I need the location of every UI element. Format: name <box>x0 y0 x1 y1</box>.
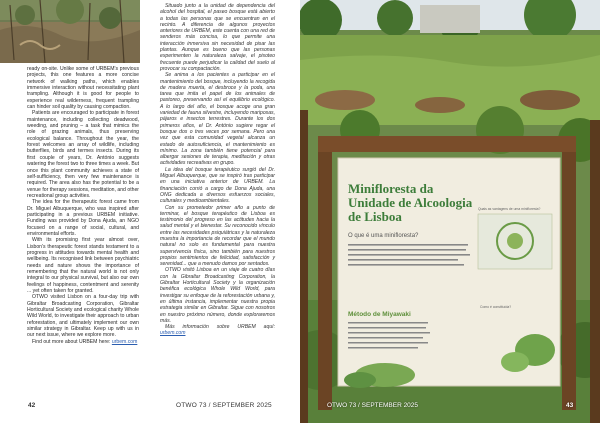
paragraph: OTWO visited Lisbon on a four-day trip with Gibraltar Broadcasting Corporation, Gibraltar Horticultural Society and ecological charity Whole Wild World, to investigate their approach to urban reforestation, and ultimately implement our own similar strategy in Gibraltar. Keep up with us in our next issue, where we explore more. <box>27 294 139 339</box>
sign-side-heading-top: Quais as vantagens de uma minifloresta? <box>478 207 541 211</box>
paragraph: La idea del bosque terapéutico surgió del Dr. Miguel Albuquerque, que se inspiró tras participar en una iniciativa anterior de URBEM. La financiación corrió a cargo de Dona Ajuda, una ONG dedicada a diversos esfuerzos sociales, culturales y medioambientales. <box>160 166 275 205</box>
urbem-link[interactable]: urbem.com <box>111 338 138 345</box>
paragraph: OTWO visitó Lisboa en un viaje de cuatro días con la Gibraltar Broadcasting Corporation, la Gibraltar Horticultural Society y la organización benéfica ecológica Whole Wild World, para investigar su enfoque de la reforestación urbana y, en última instancia, implementar nuestra propia estrategia similar en Gibraltar. Sigue con nosotros en nuestro próximo número, donde exploraremos más. <box>160 267 275 324</box>
paragraph-link-line <box>27 339 139 345</box>
forest-photo-left <box>0 0 140 63</box>
page-number: 42 <box>28 402 36 409</box>
link-intro: Find out more about URBEM here: <box>32 338 111 345</box>
sign-title-1: Minifloresta da <box>348 181 434 196</box>
minifloresta-photo <box>300 0 600 423</box>
paragraph-link-line <box>160 324 275 337</box>
running-footer: OTWO 73 / SEPTEMBER 2025 <box>327 402 419 409</box>
right-page <box>300 0 600 423</box>
paragraph: ready on-site. Unlike some of URBEM's previous projects, this one features a more concise network of walking paths, which enables immersive interaction without necessitating plant trampling. Although it is good for people to experience real wilderness, frequent trampling can hinder soil quality by causing compaction. <box>27 66 139 111</box>
page-number: 43 <box>566 402 574 409</box>
paragraph: Con su prometedor primer año a punto de terminar, el bosque terapéutico de Lisboa es testimonio del progreso en las actitudes hacia la salud mental y el bienestar. Su reconocido vínculo entre las necesidades psiquiátricas y la naturaleza muestra la importancia de recordar que el mundo natural no solo es fundamental para nuestra supervivencia física, sino también para nuestros propios sentimientos de felicidad, satisfacción y serenidad... que a menudo damos por sentados. <box>160 204 275 268</box>
sign-title-3: de Lisboa <box>348 209 402 224</box>
link-intro: Más información sobre URBEM aquí: <box>165 324 275 331</box>
sign-method-heading: Método de Miyawaki <box>348 311 411 318</box>
right-footer <box>300 402 600 414</box>
paragraph: With its promising first year almost over, Lisbon's therapeutic forest stands testament to a progress in attitudes towards mental health and wellbeing. Its recognised link between psychiatric needs and nature shows the importance of remembering that the natural world is not only integral to our physical survival, but also our own feelings of happiness, contentment and serenity ... yet often taken for granted. <box>27 237 139 295</box>
urbem-link[interactable]: urbem.com <box>160 330 186 337</box>
paragraph: Patients are encouraged to participate in forest maintenance, including collecting deadwood, weeding, and pruning – a task that mimics the role of grazing animals, thus preserving ecological balance. Throughout the year, the forest welcomes an array of wildlife, including butterflies, birds and termes insects. During its first couple of years, Dr. António suggests watering the forest two to three times a week. But once this plant community achieves a state of self-sufficiency, then very few maintenance is required. The area also has the potential to be a venue for therapy sessions, meditation, and other recreational group activities. <box>27 110 139 199</box>
paragraph: The idea for the therapeutic forest came from Dr. Miguel Albuquerque, who was inspired after participating in a previous URBEM initiative. Funding was provided by Dona Ajuda, an NGO focused on a range of social, cultural, and environmental efforts. <box>27 199 139 237</box>
left-footer <box>0 402 300 414</box>
article-column-english <box>27 66 139 345</box>
sign-side-heading-bottom: Como é constituída? <box>480 305 512 309</box>
paragraph: Se anima a los pacientes a participar en el mantenimiento del bosque, incluyendo la recogida de madera muerta, el desbroce y la poda, una tarea que imita el papel de los animales de pastoreo, preservando así el equilibrio ecológico. A lo largo del año, el bosque acoge una gran variedad de fauna silvestre, incluyendo mariposas, pájaros e insectos terrestres. Durante los dos primeros años, el Dr. António sugiere regar el bosque dos o tres veces por semana. Pero una vez que esta comunidad vegetal alcanza un estado de autosuficiencia, el mantenimiento es mínimo. La zona también tiene potencial para albergar sesiones de terapia, meditación y otras actividades recreativas en grupo. <box>160 72 275 167</box>
sign-subtitle: O que é uma minifloresta? <box>348 233 419 239</box>
paragraph: Situado junto a la unidad de dependencia del alcohol del hospital, el paseo bosque está abierto a todas las personas que se encuentran en el recinto. A diferencia de algunos proyectos anteriores de URBEM, este cuenta con una red de senderos más concisa, lo que permite una interacción inmersiva sin necesidad de pisar las plantas. Aunque es bueno que las personas experimenten la naturaleza salvaje, el pisoteo frecuente puede perjudicar la calidad del suelo al provocar su compactación. <box>160 3 275 72</box>
sign-title-2: Unidade de Alcoologia <box>348 195 473 210</box>
article-column-spanish <box>160 3 275 337</box>
running-footer: OTWO 73 / SEPTEMBER 2025 <box>176 402 272 409</box>
